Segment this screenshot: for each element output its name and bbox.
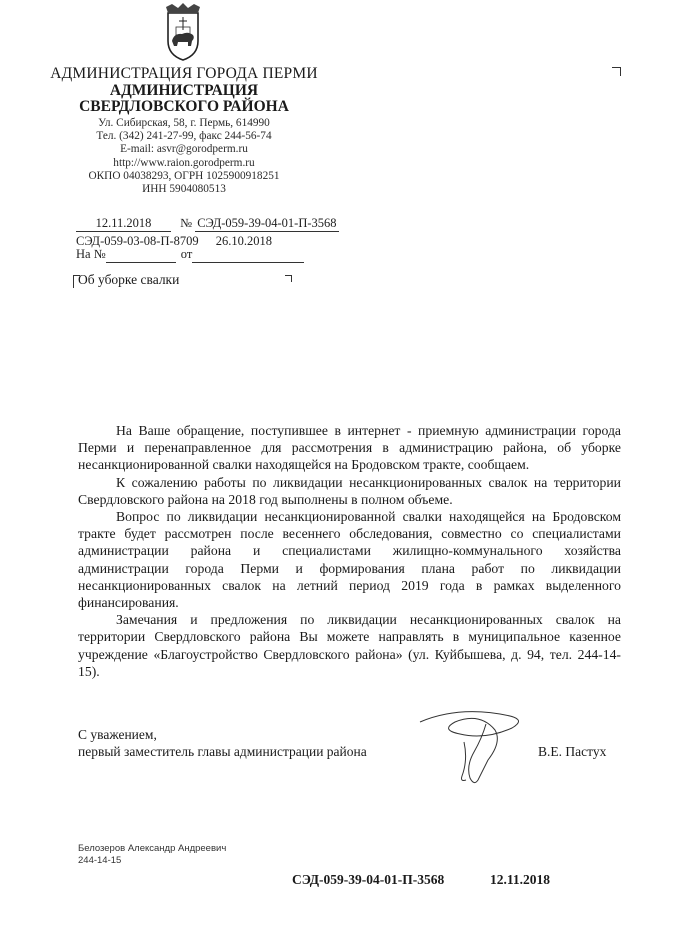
body-paragraph: К сожалению работы по ликвидации несанкционированных свалок на территории Свердловского района на 2018 год выполнены в полном объеме.: [78, 474, 621, 507]
registration-line: [76, 216, 339, 232]
incoming-ref-date: 26.10.2018: [215, 234, 273, 248]
ot-label: от: [180, 247, 193, 261]
signer-position: первый заместитель главы администрации района: [78, 744, 367, 759]
org-email: E-mail: asvr@gorodperm.ru: [120, 143, 248, 155]
org-inn: ИНН 5904080513: [142, 183, 226, 195]
subject-bracket-right: [285, 275, 292, 282]
body-paragraph: Замечания и предложения по ликвидации несанкционированных свалок на территории Свердловского района Вы можете направлять в муниципальное казенное учреждение «Благоустройство Свердловского района» (ул. Куйбышева, д. 94, тел. 244-14-15).: [78, 612, 621, 679]
letter-subject: Об уборке свалки: [78, 272, 180, 287]
body-paragraph: На Ваше обращение, поступившее в интернет - приемную администрации города Перми и перенаправленное для рассмотрения в администрацию района, об уборке несанкционированной свалки находящейся на Бродовском тракте, сообщаем.: [78, 423, 621, 473]
executor-name: Белозеров Александр Андреевич: [78, 843, 227, 854]
footer-registration-number: СЭД-059-39-04-01-П-3568: [292, 872, 445, 887]
signer-name: В.Е. Пастух: [538, 744, 607, 759]
org-name-city: АДМИНИСТРАЦИЯ ГОРОДА ПЕРМИ: [50, 65, 318, 82]
footer-date: 12.11.2018: [490, 872, 551, 887]
org-website: http://www.raion.gorodperm.ru: [113, 157, 255, 169]
org-codes: ОКПО 04038293, ОГРН 1025900918251: [88, 170, 280, 182]
letter-body: [78, 422, 621, 680]
address-field-corner-mark: [612, 67, 621, 76]
org-name-district: СВЕРДЛОВСКОГО РАЙОНА: [79, 98, 289, 115]
registration-date: 12.11.2018: [76, 216, 171, 232]
org-address: Ул. Сибирская, 58, г. Пермь, 614990: [98, 117, 270, 129]
body-paragraph: Вопрос по ликвидации несанкционированной свалки находящейся на Бродовском тракте будет рассмотрен после весеннего обследования, совместно со специалистами администрации района и специалистами жилищно-коммунального хозяйства администрации города Перми и формирования плана работ по ликвидации несанкционированных свалок на летний период 2019 года в рамках выделенного финансирования.: [78, 509, 621, 611]
incoming-ref-number: СЭД-059-03-08-П-8709: [76, 234, 199, 248]
closing-regards: С уважением,: [78, 727, 157, 742]
city-coat-of-arms-icon: [158, 3, 208, 63]
na-label: На №: [76, 247, 106, 261]
handwritten-signature-icon: [400, 700, 530, 790]
number-sign: №: [180, 216, 193, 230]
na-ot-line: [76, 247, 304, 263]
org-name-line2: АДМИНИСТРАЦИЯ: [109, 82, 259, 99]
registration-number: СЭД-059-39-04-01-П-3568: [197, 216, 337, 230]
org-phone: Тел. (342) 241-27-99, факс 244-56-74: [96, 130, 272, 142]
executor-phone: 244-14-15: [78, 855, 122, 866]
